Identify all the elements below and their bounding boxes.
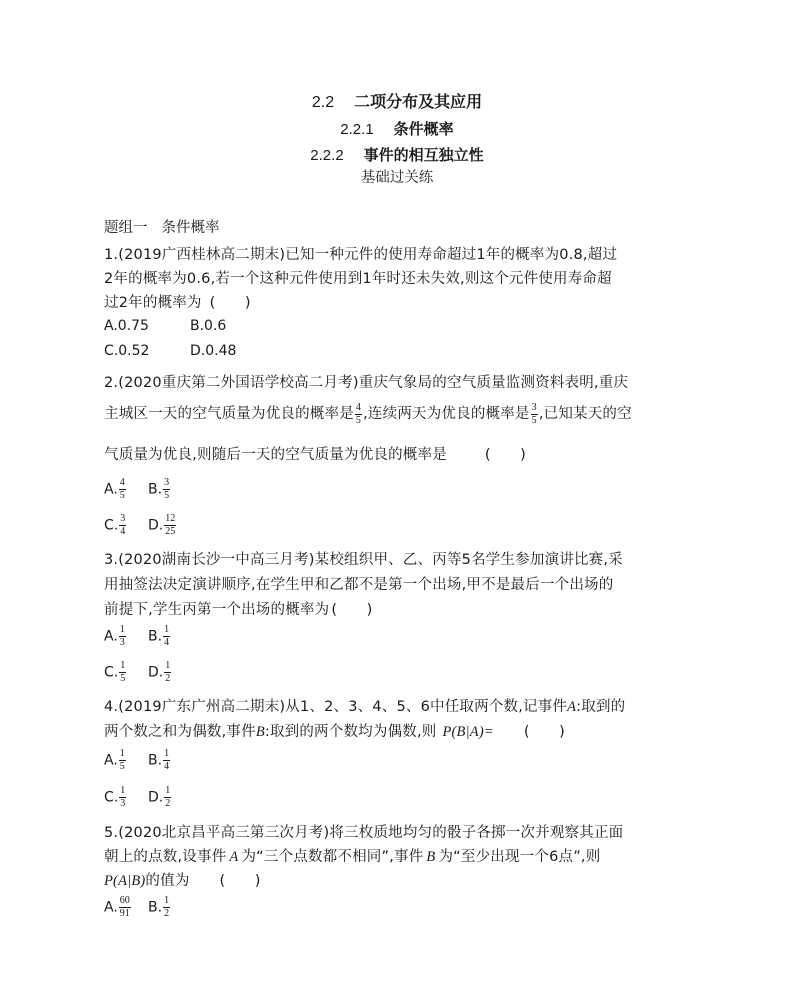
q5-stem-text-c: 为“至少出现一个6点”,则 [438,849,601,865]
q5-answer-blank: ( ) [219,873,261,889]
q4-option-c-fraction [119,786,126,809]
q1-stem-line-2: 2年的概率为0.6,若一个这种元件使用到1年时还未失效,则这个元件使用寿命超 [104,271,612,287]
q5-stem-text: 的值为 [145,873,190,889]
q3-option-b-label: B. [148,628,163,645]
q2-option-d-label: D. [148,517,164,534]
q2-fraction-1-denominator: 5 [355,414,362,426]
q2-stem-line-1: 2.(2020重庆第二外国语学校高二月考)重庆气象局的空气质量监测资料表明,重庆 [104,375,629,391]
q3-option-c-denominator: 5 [120,673,126,684]
q2-stem-text-b: ,连续两天为优良的概率是 [363,406,530,422]
q2-option-b-fraction [163,478,170,501]
q3-option-b-denominator: 4 [164,637,170,648]
q3-option-a-denominator: 3 [119,637,125,648]
q2-option-d-fraction [164,514,176,537]
q3-option-d[interactable] [148,661,172,684]
chapter-heading [0,89,794,112]
q1-stem-line-1: 1.(2019广西桂林高二期末)已知一种元件的使用寿命超过1年的概率为0.8,超过 [104,247,618,263]
q4-option-a-numerator: 1 [119,748,125,759]
q5-option-b[interactable] [148,896,171,919]
q2-option-d-denominator: 25 [165,526,176,537]
q4-event-a: A [567,699,577,715]
q3-option-b[interactable] [148,625,171,648]
subsection-title-2: 事件的相互独立性 [363,146,484,164]
q3-option-d-fraction [164,661,171,684]
q3-option-c-numerator: 1 [120,660,126,671]
subsection-number-1: 2.2.1 [340,121,374,138]
q2-option-b-denominator: 5 [164,490,170,501]
q4-stem-line-1 [104,695,625,716]
q3-option-b-fraction [163,625,170,648]
chapter-number: 2.2 [311,94,335,111]
q4-option-b-label: B. [148,752,163,769]
q2-option-d-numerator: 12 [165,513,176,524]
q4-stem-text-c: 两个数之和为偶数,事件 [104,724,256,740]
section-title: 条件概率 [161,220,220,236]
subsection-heading-1 [0,118,794,139]
q5-event-b: B [426,849,436,865]
q4-option-b-numerator: 1 [164,748,170,759]
q1-option-a[interactable]: A.0.75 [104,318,149,334]
q5-stem-text-a: 朝上的点数,设事件 [104,849,227,865]
q2-option-c-fraction [119,514,126,537]
q2-option-c-denominator: 4 [120,526,126,537]
q2-fraction-2-denominator: 5 [531,414,537,426]
subsection-number-2: 2.2.2 [310,147,344,164]
q4-option-a[interactable] [104,749,127,772]
q4-option-b-fraction [163,749,170,772]
q4-event-b: B [255,724,265,740]
q3-option-c-fraction [119,661,126,684]
q4-option-a-denominator: 5 [119,761,125,772]
q1-stem-line-3 [104,291,251,312]
q5-option-a-label: A. [104,899,118,916]
q5-event-a: A [229,849,239,865]
q2-fraction-1-numerator: 4 [355,401,362,413]
q1-option-b[interactable]: B.0.6 [190,318,227,334]
q1-option-c[interactable]: C.0.52 [104,343,150,359]
q2-answer-blank: ( ) [484,447,527,463]
q4-option-d[interactable] [148,786,172,809]
section-heading [104,216,234,237]
q4-option-c-numerator: 1 [120,785,126,796]
q3-option-d-denominator: 2 [165,673,171,684]
q4-option-b[interactable] [148,749,171,772]
q4-option-d-label: D. [148,789,164,806]
q2-option-a[interactable] [104,478,127,501]
q2-option-a-denominator: 5 [119,490,125,501]
q4-option-c[interactable] [104,786,127,809]
q2-option-a-fraction [119,478,126,501]
q2-stem-text-c: ,已知某天的空 [538,406,632,422]
q3-option-a-label: A. [104,628,118,645]
q5-stem-line-2 [104,845,600,866]
q1-answer-blank: ( ) [209,295,251,311]
q5-option-a-fraction [119,896,131,919]
q5-option-a-denominator: 91 [119,908,130,919]
q4-option-a-label: A. [104,752,118,769]
q5-stem-line-3 [104,869,261,890]
q2-stem-line-2 [104,402,632,426]
subsection-title-1: 条件概率 [393,120,454,138]
q1-option-d[interactable]: D.0.48 [190,343,237,359]
q3-option-d-label: D. [148,664,164,681]
q3-stem-line-3 [104,598,372,619]
q4-option-b-denominator: 4 [164,761,170,772]
q4-stem-text-a: 4.(2019广东广州高二期末)从1、2、3、4、5、6中任取两个数,记事件 [104,699,568,715]
q4-stem-text-b: :取到的 [576,699,626,715]
q5-option-b-numerator: 1 [164,895,170,906]
q2-stem-text: 气质量为优良,则随后一天的空气质量为优良的概率是 [104,447,447,463]
q5-option-b-denominator: 2 [164,908,170,919]
q3-option-c-label: C. [104,664,119,681]
q2-option-b-label: B. [148,481,163,498]
q5-stem-line-1: 5.(2020北京昌平高三第三次月考)将三枚质地均匀的骰子各掷一次并观察其正面 [104,825,624,841]
q1-stem-text: 过2年的概率为 [104,295,202,311]
q5-option-a-numerator: 60 [119,895,130,906]
q5-expression: P(A|B) [104,873,146,889]
q2-option-d[interactable] [148,514,177,537]
q4-option-d-denominator: 2 [165,798,171,809]
chapter-title: 二项分布及其应用 [354,92,483,111]
q3-option-b-numerator: 1 [164,624,170,635]
q4-answer-blank: ( ) [523,724,565,740]
q2-option-a-numerator: 4 [119,477,125,488]
q2-option-a-label: A. [104,481,118,498]
q4-option-c-denominator: 3 [120,798,126,809]
q4-option-d-fraction [164,786,171,809]
q4-stem-line-2 [104,720,565,741]
q2-fraction-2-numerator: 3 [531,401,537,413]
q2-option-b[interactable] [148,478,171,501]
q2-fraction-2 [531,403,538,426]
q3-option-a-numerator: 1 [119,624,125,635]
q4-option-c-label: C. [104,789,119,806]
q4-option-a-fraction [119,749,126,772]
practice-level-heading [0,166,794,187]
q3-option-d-numerator: 1 [165,660,171,671]
q2-option-c-label: C. [104,517,119,534]
q5-option-b-label: B. [148,899,163,916]
q5-stem-text-b: 为“三个点数都不相同”,事件 [241,849,424,865]
q2-fraction-1 [355,403,362,426]
q3-stem-text: 前提下,学生丙第一个出场的概率为 [104,602,330,618]
q3-option-c[interactable] [104,661,127,684]
section-label: 题组一 [104,220,148,236]
q4-option-d-numerator: 1 [165,785,171,796]
practice-level-title: 基础过关练 [360,170,434,186]
q3-option-a[interactable] [104,625,127,648]
subsection-heading-2 [0,144,794,165]
q5-option-a[interactable] [104,896,132,919]
q2-stem-line-3 [104,443,526,464]
q2-option-c-numerator: 3 [120,513,126,524]
q4-expression: P(B|A)= [442,724,494,740]
q2-option-b-numerator: 3 [164,477,170,488]
q3-answer-blank: ( ) [331,602,373,618]
q4-stem-text-d: :取到的两个数均为偶数,则 [264,724,437,740]
q3-stem-line-1: 3.(2020湖南长沙一中高三月考)某校组织甲、乙、丙等5名学生参加演讲比赛,采 [104,552,623,568]
q2-stem-text-a: 主城区一天的空气质量为优良的概率是 [104,406,354,422]
q5-option-b-fraction [163,896,170,919]
q3-stem-line-2: 用抽签法决定演讲顺序,在学生甲和乙都不是第一个出场,甲不是最后一个出场的 [104,577,614,593]
q2-option-c[interactable] [104,514,127,537]
q3-option-a-fraction [119,625,126,648]
